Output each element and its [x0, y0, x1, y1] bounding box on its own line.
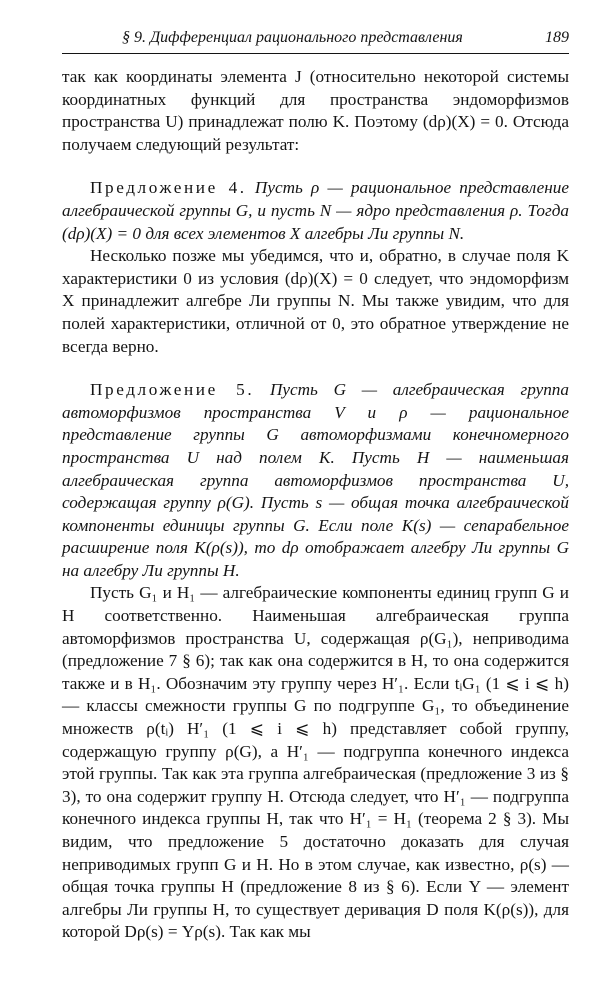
page-body — [62, 66, 569, 944]
proposition-statement: Пусть ρ — рациональное представление алгебраической группы G, и пусть N — ядро представления ρ. Тогда (dρ)(X) = 0 для всех элементов X алгебры Ли группы N. — [62, 178, 569, 243]
paragraph-proof: Пусть G₁ и H₁ — алгебраические компоненты единиц групп G и H соответственно. Наименьшая алгебраическая группа автоморфизмов пространства U, содержащая ρ(G₁), неприводима (предложение 7 § 6); так как она содержится в H, то она содержится также и в H₁. Обозначим эту группу через H′₁. Если tᵢG₁ (1 ⩽ i ⩽ h) — классы смежности группы G по подгруппе G₁, то объединение множеств ρ(tᵢ) H′₁ (1 ⩽ i ⩽ h) представляет собой группу, содержащую группу ρ(G), а H′₁ — подгруппа конечного индекса этой группы. Так как эта группа алгебраическая (предложение 3 из § 3), то она содержит группу H. Отсюда следует, что H′₁ — подгруппа конечного индекса группы H, так что H′₁ = H₁ (теорема 2 § 3). Мы видим, что предложение 5 достаточно доказать для случая неприводимых групп G и H. Но в этом случае, как известно, ρ(s) — общая точка группы H (предложение 8 из § 6). Если Y — элемент алгебры Ли группы H, то существует деривация D поля K(ρ(s)), для которой Dρ(s) = Yρ(s). Так как мы — [62, 583, 569, 942]
proposition-5 — [62, 379, 569, 582]
proposition-label: Предложение 4. — [90, 178, 247, 198]
paragraph-continuation: так как координаты элемента J (относительно некоторой системы координатных функций для пространства эндоморфизмов пространства U) принадлежат полю K. Поэтому (dρ)(X) = 0. Отсюда получаем следующий результат: — [62, 67, 569, 154]
proposition-label: Предложение 5. — [90, 380, 255, 400]
proposition-4 — [62, 177, 569, 245]
page-number: 189 — [545, 29, 569, 46]
proposition-statement: Пусть G — алгебраическая группа автоморфизмов пространства V и ρ — рациональное представление группы G автоморфизмами конечномерного пространства U над полем K. Пусть H — наименьшая алгебраическая группа автоморфизмов пространства U, содержащая группу ρ(G). Пусть s — общая точка алгебраической компоненты единицы группы G. Если поле K(s) — сепарабельное расширение поля K(ρ(s)), то dρ отображает алгебру Ли группы G на алгебру Ли группы H. — [62, 380, 569, 580]
paragraph-remark: Несколько позже мы убедимся, что и, обратно, в случае поля K характеристики 0 из условия (dρ)(X) = 0 следует, что эндоморфизм X принадлежит алгебре Ли группы N. Мы также увидим, что для полей характеристики, отличной от 0, это обратное утверждение не всегда верно. — [62, 246, 569, 356]
header-rule — [62, 53, 569, 54]
section-title: § 9. Дифференциал рационального представления — [122, 29, 463, 46]
